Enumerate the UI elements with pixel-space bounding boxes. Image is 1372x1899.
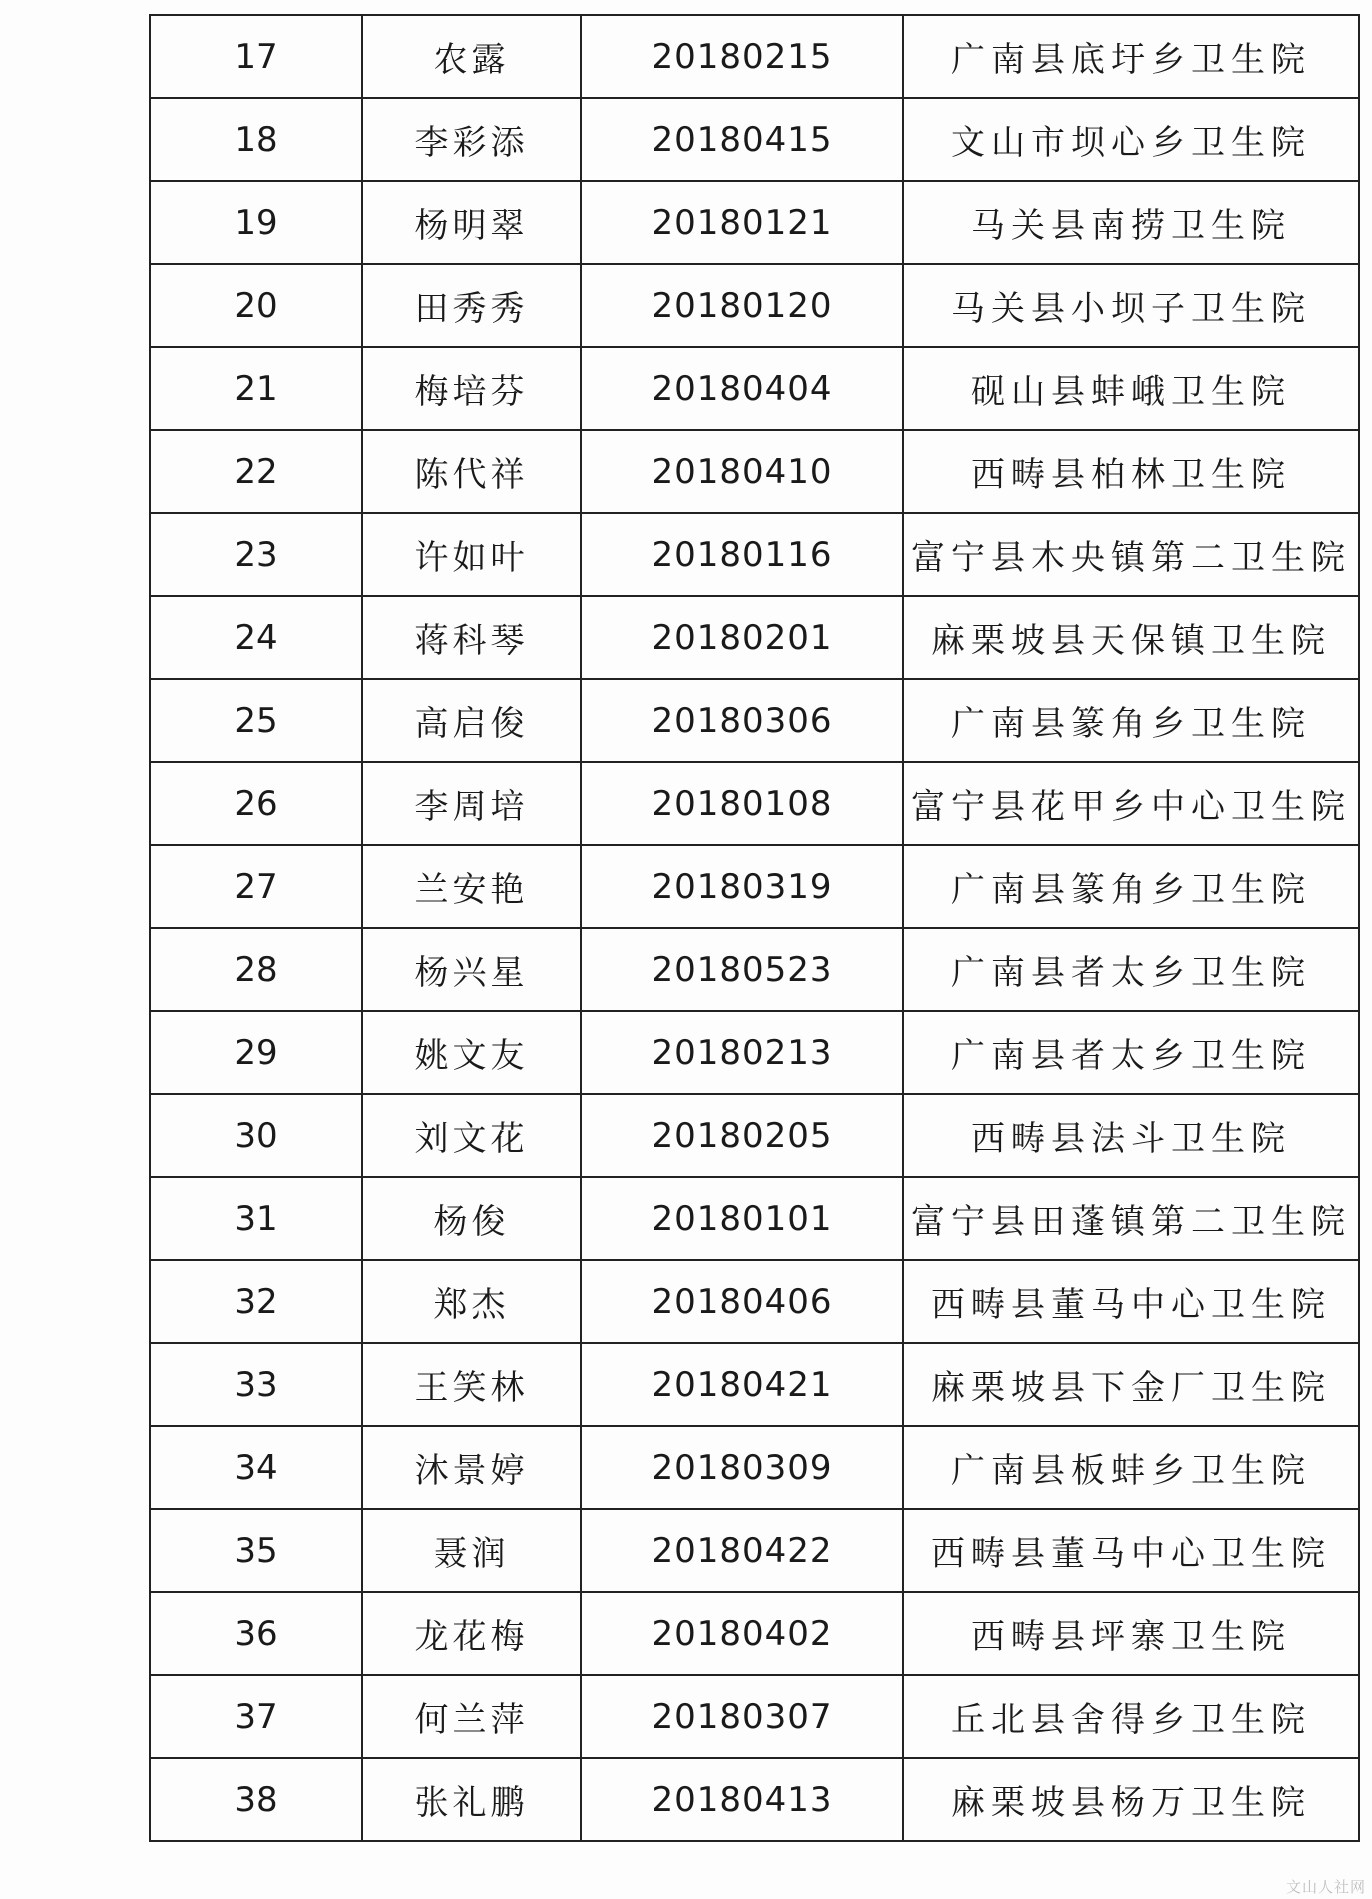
health-center-cell: 马关县小坝子卫生院: [903, 264, 1359, 347]
table-row: [150, 762, 1359, 845]
row-number-cell: 25: [150, 679, 362, 762]
health-center-cell: 西畴县柏林卫生院: [903, 430, 1359, 513]
table-row: [150, 181, 1359, 264]
person-name-cell: 沐景婷: [362, 1426, 581, 1509]
health-center-cell: 广南县底圩乡卫生院: [903, 15, 1359, 98]
table-row: [150, 1758, 1359, 1841]
person-name-cell: 许如叶: [362, 513, 581, 596]
table-row: [150, 1592, 1359, 1675]
row-number-cell: 21: [150, 347, 362, 430]
row-number-cell: 24: [150, 596, 362, 679]
roster-table: [149, 14, 1360, 1842]
health-center-cell: 文山市坝心乡卫生院: [903, 98, 1359, 181]
row-number-cell: 37: [150, 1675, 362, 1758]
table-row: [150, 928, 1359, 1011]
registration-number-cell: 20180421: [581, 1343, 903, 1426]
person-name-cell: 杨俊: [362, 1177, 581, 1260]
row-number-cell: 38: [150, 1758, 362, 1841]
table-row: [150, 1011, 1359, 1094]
health-center-cell: 麻栗坡县下金厂卫生院: [903, 1343, 1359, 1426]
table-row: [150, 1509, 1359, 1592]
registration-number-cell: 20180101: [581, 1177, 903, 1260]
registration-number-cell: 20180319: [581, 845, 903, 928]
person-name-cell: 高启俊: [362, 679, 581, 762]
registration-number-cell: 20180404: [581, 347, 903, 430]
table-row: [150, 513, 1359, 596]
table-row: [150, 1343, 1359, 1426]
site-watermark: 文山人社网: [1285, 1878, 1366, 1896]
roster-table-body: [150, 15, 1359, 1841]
row-number-cell: 36: [150, 1592, 362, 1675]
health-center-cell: 广南县篆角乡卫生院: [903, 845, 1359, 928]
table-row: [150, 15, 1359, 98]
row-number-cell: 27: [150, 845, 362, 928]
health-center-cell: 西畴县董马中心卫生院: [903, 1260, 1359, 1343]
person-name-cell: 李彩添: [362, 98, 581, 181]
person-name-cell: 郑杰: [362, 1260, 581, 1343]
person-name-cell: 兰安艳: [362, 845, 581, 928]
health-center-cell: 麻栗坡县杨万卫生院: [903, 1758, 1359, 1841]
health-center-cell: 西畴县坪寨卫生院: [903, 1592, 1359, 1675]
person-name-cell: 姚文友: [362, 1011, 581, 1094]
person-name-cell: 聂润: [362, 1509, 581, 1592]
person-name-cell: 何兰萍: [362, 1675, 581, 1758]
health-center-cell: 广南县者太乡卫生院: [903, 1011, 1359, 1094]
table-row: [150, 1177, 1359, 1260]
registration-number-cell: 20180201: [581, 596, 903, 679]
row-number-cell: 32: [150, 1260, 362, 1343]
registration-number-cell: 20180402: [581, 1592, 903, 1675]
table-row: [150, 347, 1359, 430]
table-row: [150, 845, 1359, 928]
registration-number-cell: 20180307: [581, 1675, 903, 1758]
registration-number-cell: 20180116: [581, 513, 903, 596]
table-row: [150, 679, 1359, 762]
row-number-cell: 22: [150, 430, 362, 513]
table-row: [150, 1260, 1359, 1343]
registration-number-cell: 20180415: [581, 98, 903, 181]
row-number-cell: 34: [150, 1426, 362, 1509]
table-row: [150, 596, 1359, 679]
health-center-cell: 西畴县法斗卫生院: [903, 1094, 1359, 1177]
row-number-cell: 35: [150, 1509, 362, 1592]
registration-number-cell: 20180309: [581, 1426, 903, 1509]
row-number-cell: 29: [150, 1011, 362, 1094]
table-row: [150, 1094, 1359, 1177]
registration-number-cell: 20180121: [581, 181, 903, 264]
person-name-cell: 梅培芬: [362, 347, 581, 430]
health-center-cell: 富宁县木央镇第二卫生院: [903, 513, 1359, 596]
person-name-cell: 农露: [362, 15, 581, 98]
registration-number-cell: 20180306: [581, 679, 903, 762]
table-row: [150, 430, 1359, 513]
row-number-cell: 26: [150, 762, 362, 845]
registration-number-cell: 20180108: [581, 762, 903, 845]
registration-number-cell: 20180523: [581, 928, 903, 1011]
row-number-cell: 28: [150, 928, 362, 1011]
table-row: [150, 1675, 1359, 1758]
registration-number-cell: 20180406: [581, 1260, 903, 1343]
row-number-cell: 19: [150, 181, 362, 264]
row-number-cell: 23: [150, 513, 362, 596]
table-row: [150, 264, 1359, 347]
person-name-cell: 杨兴星: [362, 928, 581, 1011]
registration-number-cell: 20180205: [581, 1094, 903, 1177]
table-row: [150, 1426, 1359, 1509]
person-name-cell: 杨明翠: [362, 181, 581, 264]
person-name-cell: 刘文花: [362, 1094, 581, 1177]
table-row: [150, 98, 1359, 181]
person-name-cell: 龙花梅: [362, 1592, 581, 1675]
registration-number-cell: 20180422: [581, 1509, 903, 1592]
registration-number-cell: 20180120: [581, 264, 903, 347]
health-center-cell: 马关县南捞卫生院: [903, 181, 1359, 264]
registration-number-cell: 20180213: [581, 1011, 903, 1094]
row-number-cell: 17: [150, 15, 362, 98]
person-name-cell: 李周培: [362, 762, 581, 845]
row-number-cell: 20: [150, 264, 362, 347]
registration-number-cell: 20180413: [581, 1758, 903, 1841]
registration-number-cell: 20180215: [581, 15, 903, 98]
registration-number-cell: 20180410: [581, 430, 903, 513]
health-center-cell: 富宁县田蓬镇第二卫生院: [903, 1177, 1359, 1260]
health-center-cell: 西畴县董马中心卫生院: [903, 1509, 1359, 1592]
health-center-cell: 丘北县舍得乡卫生院: [903, 1675, 1359, 1758]
person-name-cell: 田秀秀: [362, 264, 581, 347]
person-name-cell: 王笑林: [362, 1343, 581, 1426]
person-name-cell: 蒋科琴: [362, 596, 581, 679]
health-center-cell: 广南县者太乡卫生院: [903, 928, 1359, 1011]
health-center-cell: 富宁县花甲乡中心卫生院: [903, 762, 1359, 845]
person-name-cell: 张礼鹏: [362, 1758, 581, 1841]
health-center-cell: 广南县篆角乡卫生院: [903, 679, 1359, 762]
row-number-cell: 30: [150, 1094, 362, 1177]
health-center-cell: 麻栗坡县天保镇卫生院: [903, 596, 1359, 679]
row-number-cell: 33: [150, 1343, 362, 1426]
row-number-cell: 31: [150, 1177, 362, 1260]
person-name-cell: 陈代祥: [362, 430, 581, 513]
health-center-cell: 广南县板蚌乡卫生院: [903, 1426, 1359, 1509]
row-number-cell: 18: [150, 98, 362, 181]
health-center-cell: 砚山县蚌峨卫生院: [903, 347, 1359, 430]
